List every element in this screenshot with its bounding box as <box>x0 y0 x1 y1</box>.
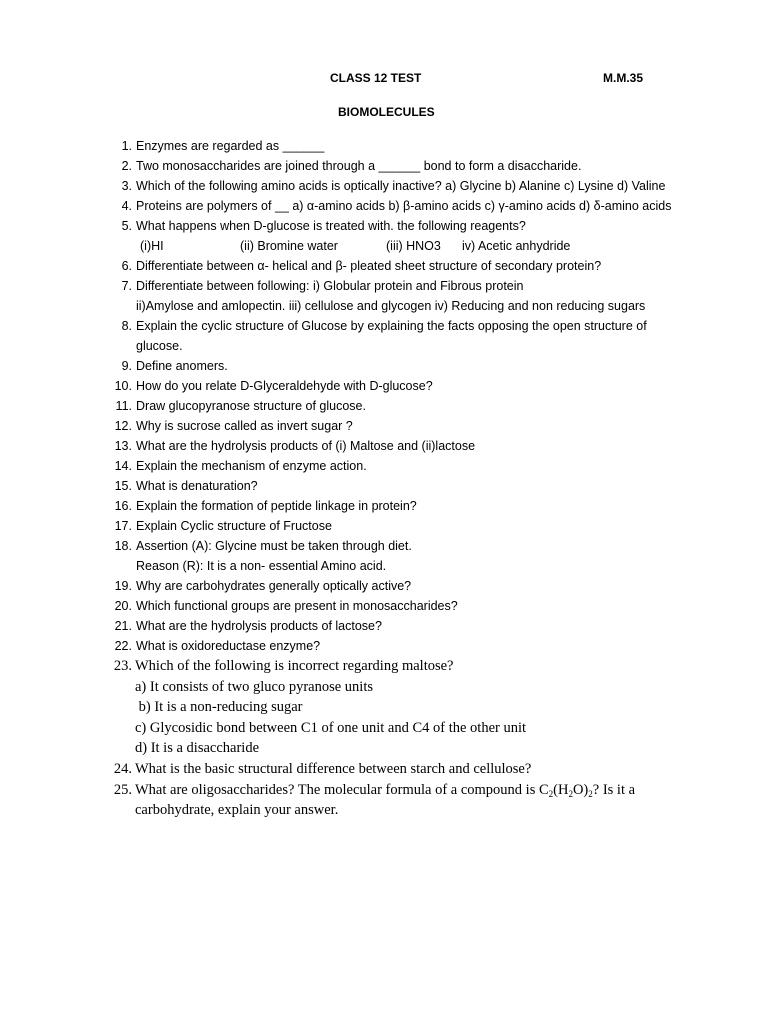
question-18 <box>110 536 710 556</box>
question-6 <box>110 256 710 276</box>
question-20 <box>110 596 710 616</box>
question-text: Differentiate between α- helical and β- pleated sheet structure of secondary protein? <box>136 259 602 273</box>
question-19 <box>110 576 710 596</box>
question-number: 10. <box>114 379 132 393</box>
question-text: What happens when D-glucose is treated with. the following reagents? <box>136 219 526 233</box>
question-5-options <box>110 236 710 256</box>
question-text: Assertion (A): Glycine must be taken through diet. <box>136 539 412 553</box>
question-number: 14. <box>114 459 132 473</box>
question-text: Explain Cyclic structure of Fructose <box>136 519 332 533</box>
question-15 <box>110 476 710 496</box>
question-text: Two monosaccharides are joined through a ______ bond to form a disaccharide. <box>136 159 582 173</box>
question-number: 13. <box>114 439 132 453</box>
question-text: What is the basic structural difference between starch and cellulose? <box>135 760 532 777</box>
question-number: 2. <box>121 159 132 173</box>
question-3 <box>110 176 710 196</box>
question-23-option-d <box>110 738 710 759</box>
question-text: Which of the following amino acids is optically inactive? a) Glycine b) Alanine c) Lysine d) Valine <box>136 179 666 193</box>
question-list <box>110 136 710 821</box>
question-text <box>135 780 635 801</box>
question-number: 18. <box>114 539 132 553</box>
formula-part: O) <box>572 781 589 798</box>
question-14 <box>110 456 710 476</box>
question-10 <box>110 376 710 396</box>
question-number: 12. <box>114 419 132 433</box>
question-7-continued <box>110 296 710 316</box>
option-text: b) It is a non-reducing sugar <box>135 699 303 716</box>
question-5 <box>110 216 710 236</box>
formula-suffix: ? Is it a <box>592 781 636 798</box>
question-number: 3. <box>121 179 132 193</box>
question-text: glucose. <box>136 339 183 353</box>
question-number: 11. <box>115 399 132 413</box>
question-text: Explain the cyclic structure of Glucose by explaining the facts opposing the open structure of <box>136 319 647 333</box>
question-text: Explain the formation of peptide linkage in protein? <box>136 499 417 513</box>
question-text: ii)Amylose and amlopectin. iii) cellulose and glycogen iv) Reducing and non reducing sugars <box>136 299 646 313</box>
question-number: 5. <box>121 219 132 233</box>
question-text: Why is sucrose called as invert sugar ? <box>136 419 353 433</box>
question-8 <box>110 316 710 336</box>
question-17 <box>110 516 710 536</box>
question-number: 7. <box>121 279 132 293</box>
question-24 <box>110 759 710 780</box>
question-number: 24. <box>113 760 132 777</box>
question-25-continued <box>110 800 710 821</box>
question-text: Why are carbohydrates generally optically active? <box>136 579 412 593</box>
question-8-continued <box>110 336 710 356</box>
question-25 <box>110 780 710 801</box>
question-text: Which functional groups are present in monosaccharides? <box>136 599 458 613</box>
question-text: How do you relate D-Glyceraldehyde with D-glucose? <box>136 379 433 393</box>
question-text: Define anomers. <box>136 359 228 373</box>
question-2 <box>110 156 710 176</box>
question-number: 19. <box>114 579 132 593</box>
test-title: CLASS 12 TEST <box>330 71 422 85</box>
subject-heading: BIOMOLECULES <box>338 105 435 119</box>
option-text: c) Glycosidic bond between C1 of one unit and C4 of the other unit <box>135 719 527 736</box>
question-number: 16. <box>114 499 132 513</box>
question-4 <box>110 196 710 216</box>
question-number: 21. <box>114 619 132 633</box>
question-21 <box>110 616 710 636</box>
option-text: (i)HI <box>140 239 164 253</box>
question-text: Draw glucopyranose structure of glucose. <box>136 399 366 413</box>
question-16 <box>110 496 710 516</box>
maximum-marks: M.M.35 <box>603 71 644 85</box>
question-number: 25. <box>113 781 132 798</box>
question-text: Differentiate between following: i) Globular protein and Fibrous protein <box>136 279 524 293</box>
option-text: (iii) HNO3 <box>386 239 441 253</box>
question-text: What are the hydrolysis products of (i) Maltose and (ii)lactose <box>136 439 476 453</box>
question-number: 22. <box>114 639 132 653</box>
formula-prefix: What are oligosaccharides? The molecular formula of a compound is C <box>135 781 549 798</box>
question-number: 8. <box>121 319 132 333</box>
subscript: 2 <box>548 788 554 799</box>
question-text: Enzymes are regarded as ______ <box>136 139 325 153</box>
question-text: carbohydrate, explain your answer. <box>135 802 339 819</box>
question-23-option-b <box>110 697 710 718</box>
question-23-option-c <box>110 718 710 739</box>
question-number: 9. <box>121 359 132 373</box>
option-text: a) It consists of two gluco pyranose units <box>135 678 374 695</box>
question-number: 4. <box>121 199 132 213</box>
question-7 <box>110 276 710 296</box>
question-number: 6. <box>121 259 132 273</box>
question-23 <box>110 656 710 677</box>
question-number: 23. <box>113 658 132 674</box>
question-9 <box>110 356 710 376</box>
question-number: 15. <box>114 479 132 493</box>
question-number: 1. <box>121 139 132 153</box>
question-12 <box>110 416 710 436</box>
question-text: Reason (R): It is a non- essential Amino acid. <box>136 559 387 573</box>
question-text: What is oxidoreductase enzyme? <box>136 639 321 653</box>
question-text: Explain the mechanism of enzyme action. <box>136 459 367 473</box>
question-text: Proteins are polymers of __ a) α-amino acids b) β-amino acids c) γ-amino acids d) δ-amino acids <box>136 199 672 213</box>
question-13 <box>110 436 710 456</box>
option-text: (ii) Bromine water <box>240 239 338 253</box>
subscript: 2 <box>588 788 593 799</box>
formula-part: (H <box>553 781 569 798</box>
option-text: d) It is a disaccharide <box>135 740 260 757</box>
question-23-option-a <box>110 677 710 698</box>
subscript: 2 <box>568 788 573 799</box>
question-number: 17. <box>114 519 132 533</box>
question-text: What are the hydrolysis products of lactose? <box>136 619 382 633</box>
question-number: 20. <box>114 599 132 613</box>
question-text: Which of the following is incorrect regarding maltose? <box>135 658 454 674</box>
question-1 <box>110 136 710 156</box>
question-22 <box>110 636 710 656</box>
question-text: What is denaturation? <box>136 479 258 493</box>
question-18-continued <box>110 556 710 576</box>
option-text: iv) Acetic anhydride <box>462 239 571 253</box>
question-11 <box>110 396 710 416</box>
